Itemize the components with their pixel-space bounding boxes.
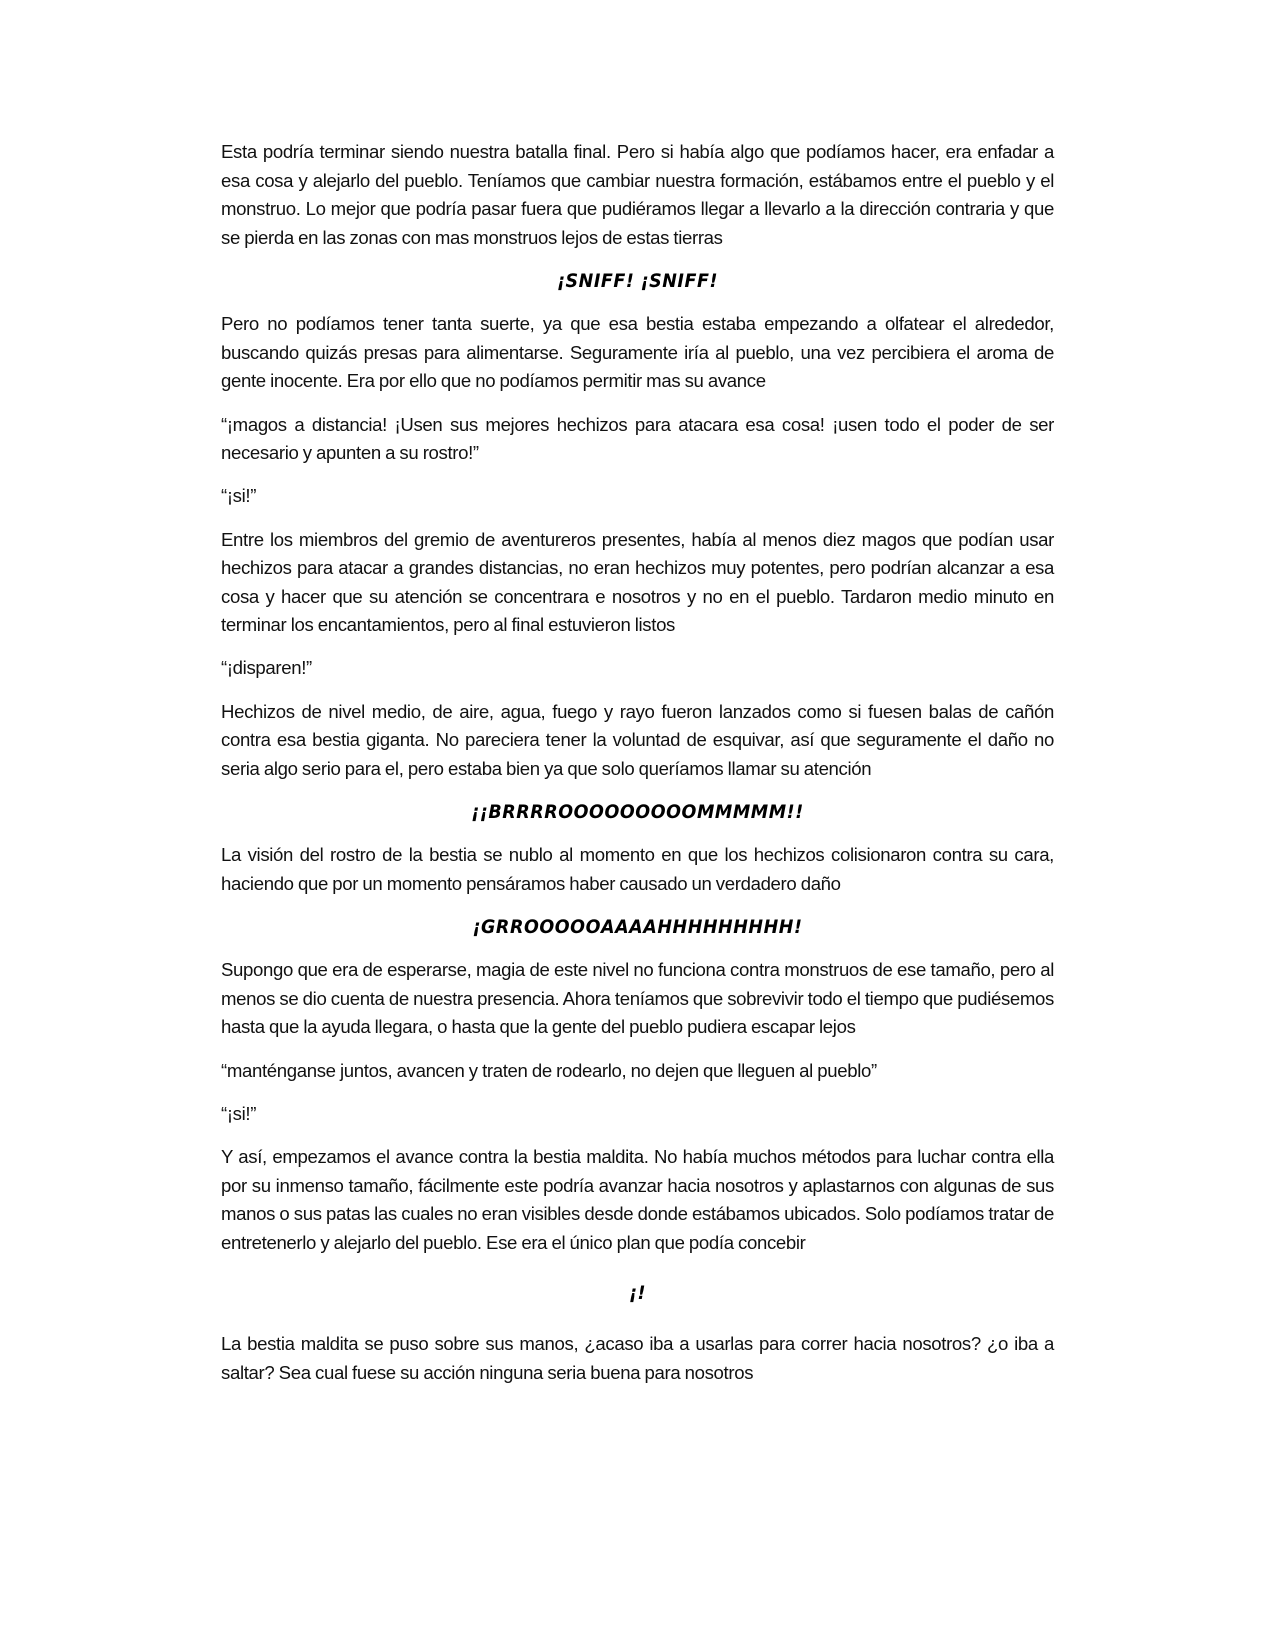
sound-effect-heading: ¡SNIFF! ¡SNIFF! [556,269,718,292]
sound-effect-heading: ¡! [628,1282,647,1305]
sound-effect-heading: ¡GRROOOOOAAAAHHHHHHHHH! [472,916,803,938]
paragraph: Entre los miembros del gremio de aventureros presentes, había al menos diez magos que podían usar hechizos para atacar a grandes distancias, no eran hechizos muy potentes, pero podrían alcanzar a esa cosa y hacer que su atención se concentrara e nosotros y no en el pueblo. Tardaron medio minuto en terminar los encantamientos, pero al final estuvieron listos [221,528,1054,636]
paragraph: Pero no podíamos tener tanta suerte, ya que esa bestia estaba empezando a olfatear el alrededor, buscando quizás presas para alimentarse. Seguramente iría al pueblo, una vez percibiera el aroma de gente inocente. Era por ello que no podíamos permitir mas su avance [221,313,1054,392]
sound-effect-heading: ¡¡BRRRROOOOOOOOOMMMMM!! [471,801,804,824]
document-page [221,138,1054,1402]
paragraph: Supongo que era de esperarse, magia de este nivel no funciona contra monstruos de ese tamaño, pero al menos se dio cuenta de nuestra presencia. Ahora teníamos que sobrevivir todo el tiempo que pudiésemos hasta que la ayuda llegara, o hasta que la gente del pueblo pudiera escapar lejos [221,959,1054,1038]
paragraph: Hechizos de nivel medio, de aire, agua, fuego y rayo fueron lanzados como si fuesen balas de cañón contra esa bestia giganta. No pareciera tener la voluntad de esquivar, así que seguramente el daño no seria algo serio para el, pero estaba bien ya que solo queríamos llamar su atención [221,700,1054,779]
dialogue-line: “manténganse juntos, avancen y traten de rodearlo, no dejen que lleguen al pueblo” [221,1059,877,1081]
paragraph: Esta podría terminar siendo nuestra batalla final. Pero si había algo que podíamos hacer, era enfadar a esa cosa y alejarlo del pueblo. Teníamos que cambiar nuestra formación, estábamos entre el pueblo y el monstruo. Lo mejor que podría pasar fuera que pudiéramos llegar a llevarlo a la dirección contraria y que se pierda en las zonas con mas monstruos lejos de estas tierras [221,141,1054,248]
dialogue-line: “¡si!” [221,485,257,507]
paragraph: La bestia maldita se puso sobre sus manos, ¿acaso iba a usarlas para correr hacia nosotros? ¿o iba a saltar? Sea cual fuese su acción ninguna seria buena para nosotros [221,1332,1054,1383]
dialogue-line: “¡si!” [221,1102,257,1124]
paragraph: Y así, empezamos el avance contra la bestia maldita. No había muchos métodos para luchar contra ella por su inmenso tamaño, fácilmente este podría avanzar hacia nosotros y aplastarnos con algunas de sus manos o sus patas las cuales no eran visibles desde donde estábamos ubicados. Solo podíamos tratar de entretenerlo y alejarlo del pueblo. Ese era el único plan que podía concebir [221,1145,1054,1253]
dialogue-line: “¡disparen!” [221,657,312,679]
paragraph: La visión del rostro de la bestia se nublo al momento en que los hechizos colisionaron contra su cara, haciendo que por un momento pensáramos haber causado un verdadero daño [221,844,1054,894]
dialogue-paragraph: “¡magos a distancia! ¡Usen sus mejores hechizos para atacara esa cosa! ¡usen todo el poder de ser necesario y apunten a su rostro!” [221,413,1054,464]
